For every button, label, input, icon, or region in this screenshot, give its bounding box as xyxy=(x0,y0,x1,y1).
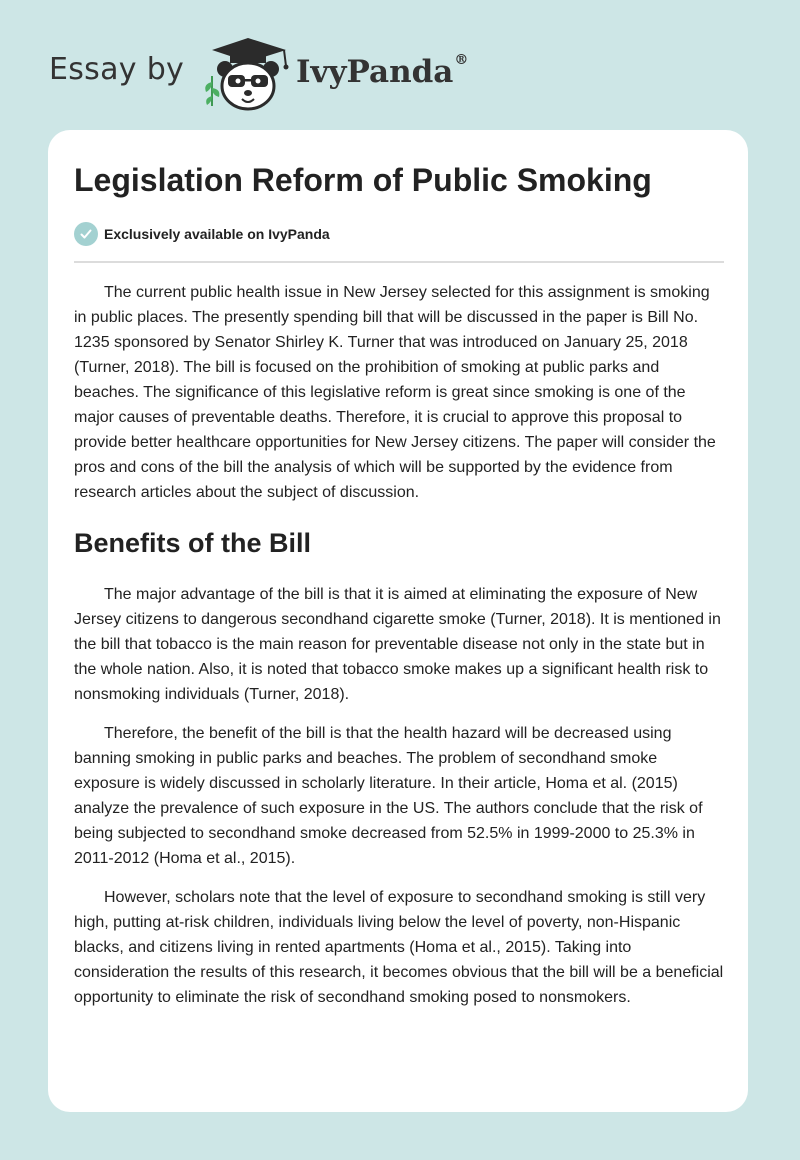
body-paragraph: However, scholars note that the level of exposure to secondhand smoking is still very high, putting at-risk children, individuals living below the level of poverty, non-Hispanic blacks, and citizens living in rented apartments (Homa et al., 2015). Taking into consideration the results of this research, it becomes obvious that the bill will be a beneficial opportunity to eliminate the risk of secondhand smoking posed to nonsmokers. xyxy=(74,889,724,1006)
registered-mark: ® xyxy=(454,52,469,68)
page-title: Legislation Reform of Public Smoking xyxy=(74,162,652,198)
exclusive-badge-label: Exclusively available on IvyPanda xyxy=(104,226,330,242)
exclusive-badge xyxy=(74,222,330,246)
title-divider xyxy=(74,261,724,263)
ivy-leaf-icon xyxy=(205,76,219,106)
section-heading: Benefits of the Bill xyxy=(74,528,312,558)
body-paragraph: Therefore, the benefit of the bill is that the health hazard will be decreased using banning smoking in public parks and beaches. The problem of secondhand smoke exposure is widely discussed in scholarly literature. In their article, Homa et al. (2015) analyze the prevalence of such exposure in the US. The authors conclude that the risk of being subjected to secondhand smoke decreased from 52.5% in 1999-2000 to 25.3% in 2011-2012 (Homa et al., 2015). xyxy=(74,725,703,867)
essay-card xyxy=(48,130,748,1112)
essay-by-label: Essay by xyxy=(49,52,185,87)
site-header xyxy=(0,0,800,130)
panda-graduate-icon[interactable] xyxy=(200,36,294,112)
body-paragraph: The major advantage of the bill is that it is aimed at eliminating the exposure of New Jersey citizens to dangerous secondhand cigarette smoke (Turner, 2018). It is mentioned in the bill that tobacco is the main reason for preventable disease not only in the state but in the whole nation. Also, it is noted that tobacco smoke makes up a significant health risk to nonsmoking individuals (Turner, 2018). xyxy=(74,586,721,703)
essay-body xyxy=(74,280,726,1024)
brand-name: IvyPanda xyxy=(296,54,454,90)
intro-paragraph: The current public health issue in New Jersey selected for this assignment is smoking in public places. The presently spending bill that will be discussed in the paper is Bill No. 1235 sponsored by Senator Shirley K. Turner that was introduced on January 25, 2018 (Turner, 2018). The bill is focused on the prohibition of smoking at public parks and beaches. The significance of this legislative reform is great since smoking is one of the major causes of preventable deaths. Therefore, it is crucial to approve this proposal to provide better healthcare opportunities for New Jersey citizens. The paper will consider the pros and cons of the bill the analysis of which will be supported by the evidence from research articles about the subject of discussion. xyxy=(74,284,716,501)
check-circle-icon xyxy=(74,222,98,246)
brand-logo-text[interactable] xyxy=(296,54,468,90)
